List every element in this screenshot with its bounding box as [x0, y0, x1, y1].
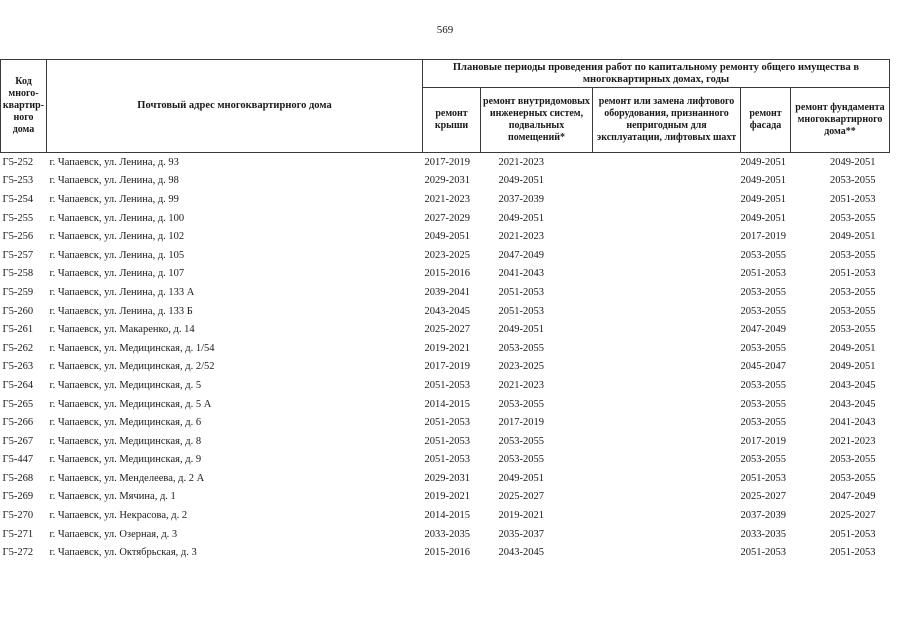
table-row	[1, 358, 890, 377]
code-cell: Г5-259	[2, 286, 34, 298]
address-cell: г. Чапаевск, ул. Ленина, д. 93	[49, 156, 179, 168]
engineering-period-cell: 2051-2053	[498, 305, 544, 317]
facade-period-cell: 2051-2053	[740, 547, 786, 559]
facade-column-header: ремонт фасада	[741, 88, 791, 153]
foundation-period-cell: 2049-2051	[830, 342, 876, 354]
engineering-period-cell: 2049-2051	[498, 472, 544, 484]
foundation-period-cell: 2043-2045	[830, 379, 876, 391]
engineering-period-cell: 2041-2043	[498, 268, 544, 280]
engineering-period-cell: 2019-2021	[498, 510, 544, 522]
facade-period-cell: 2049-2051	[740, 175, 786, 187]
foundation-period-cell: 2047-2049	[830, 491, 876, 503]
roof-period-cell: 2025-2027	[424, 324, 470, 336]
facade-period-cell: 2049-2051	[740, 212, 786, 224]
code-cell: Г5-262	[2, 342, 34, 354]
engineering-column-header: ремонт внутридомовых инженерных систем, подвальных помещений*	[481, 88, 593, 153]
table-row	[1, 172, 890, 191]
table-row	[1, 320, 890, 339]
facade-period-cell: 2053-2055	[740, 342, 786, 354]
foundation-period-cell: 2053-2055	[830, 212, 876, 224]
code-cell: Г5-267	[2, 435, 34, 447]
table-row	[1, 413, 890, 432]
lift-period-cell	[593, 209, 741, 228]
engineering-period-cell: 2021-2023	[498, 379, 544, 391]
lift-period-cell	[593, 376, 741, 395]
engineering-period-cell: 2053-2055	[498, 454, 544, 466]
engineering-period-cell: 2051-2053	[498, 286, 544, 298]
roof-period-cell: 2017-2019	[424, 156, 470, 168]
engineering-period-cell: 2043-2045	[498, 547, 544, 559]
engineering-period-cell: 2023-2025	[498, 361, 544, 373]
address-cell: г. Чапаевск, ул. Ленина, д. 100	[49, 212, 185, 224]
engineering-period-cell: 2053-2055	[498, 398, 544, 410]
foundation-period-cell: 2049-2051	[830, 231, 876, 243]
engineering-period-cell: 2017-2019	[498, 417, 544, 429]
lift-period-cell	[593, 358, 741, 377]
lift-period-cell	[593, 451, 741, 470]
facade-period-cell: 2033-2035	[740, 528, 786, 540]
lift-period-cell	[593, 469, 741, 488]
table-header	[1, 60, 890, 153]
lift-period-cell	[593, 339, 741, 358]
engineering-period-cell: 2021-2023	[498, 156, 544, 168]
facade-period-cell: 2045-2047	[740, 361, 786, 373]
address-cell: г. Чапаевск, ул. Мячина, д. 1	[49, 491, 176, 503]
foundation-period-cell: 2049-2051	[830, 156, 876, 168]
table-row	[1, 190, 890, 209]
foundation-period-cell: 2051-2053	[830, 268, 876, 280]
table-row	[1, 395, 890, 414]
address-cell: г. Чапаевск, ул. Ленина, д. 99	[49, 193, 179, 205]
table-row	[1, 469, 890, 488]
foundation-period-cell: 2025-2027	[830, 510, 876, 522]
table-row	[1, 376, 890, 395]
address-cell: г. Чапаевск, ул. Медицинская, д. 8	[49, 435, 202, 447]
facade-period-cell: 2025-2027	[740, 491, 786, 503]
foundation-period-cell: 2041-2043	[830, 417, 876, 429]
address-cell: г. Чапаевск, ул. Ленина, д. 105	[49, 249, 185, 261]
facade-period-cell: 2037-2039	[740, 510, 786, 522]
engineering-period-cell: 2049-2051	[498, 212, 544, 224]
facade-period-cell: 2047-2049	[740, 324, 786, 336]
code-cell: Г5-271	[2, 528, 34, 540]
roof-period-cell: 2019-2021	[424, 491, 470, 503]
facade-period-cell: 2051-2053	[740, 472, 786, 484]
facade-period-cell: 2017-2019	[740, 231, 786, 243]
facade-period-cell: 2051-2053	[740, 268, 786, 280]
foundation-period-cell: 2049-2051	[830, 361, 876, 373]
engineering-period-cell: 2053-2055	[498, 342, 544, 354]
lift-period-cell	[593, 413, 741, 432]
table-row	[1, 246, 890, 265]
table-row	[1, 265, 890, 284]
table-row	[1, 153, 890, 172]
roof-period-cell: 2051-2053	[424, 435, 470, 447]
lift-period-cell	[593, 227, 741, 246]
roof-period-cell: 2051-2053	[424, 454, 470, 466]
lift-column-header: ремонт или замена лифтового оборудования, признанного непригодным для эксплуатации, лифтовых шахт	[593, 88, 741, 153]
code-cell: Г5-254	[2, 193, 34, 205]
table-row	[1, 451, 890, 470]
repair-schedule-table	[0, 59, 890, 562]
foundation-period-cell: 2051-2053	[830, 528, 876, 540]
code-cell: Г5-253	[2, 175, 34, 187]
roof-period-cell: 2051-2053	[424, 379, 470, 391]
table-row	[1, 209, 890, 228]
roof-period-cell: 2033-2035	[424, 528, 470, 540]
code-cell: Г5-257	[2, 249, 34, 261]
lift-period-cell	[593, 265, 741, 284]
roof-period-cell: 2029-2031	[424, 175, 470, 187]
roof-period-cell: 2019-2021	[424, 342, 470, 354]
roof-period-cell: 2029-2031	[424, 472, 470, 484]
foundation-period-cell: 2053-2055	[830, 305, 876, 317]
address-cell: г. Чапаевск, ул. Ленина, д. 102	[49, 231, 185, 243]
roof-period-cell: 2014-2015	[424, 398, 470, 410]
address-cell: г. Чапаевск, ул. Медицинская, д. 5 А	[49, 398, 212, 410]
code-cell: Г5-258	[2, 268, 34, 280]
lift-period-cell	[593, 246, 741, 265]
foundation-column-header: ремонт фундамента многоквартирного дома**	[791, 88, 890, 153]
code-column-header: Код много-квартир-ного дома	[1, 60, 47, 153]
facade-period-cell: 2053-2055	[740, 305, 786, 317]
foundation-period-cell: 2053-2055	[830, 286, 876, 298]
code-cell: Г5-255	[2, 212, 34, 224]
lift-period-cell	[593, 172, 741, 191]
code-cell: Г5-252	[2, 156, 34, 168]
facade-period-cell: 2053-2055	[740, 286, 786, 298]
engineering-period-cell: 2053-2055	[498, 435, 544, 447]
foundation-period-cell: 2051-2053	[830, 547, 876, 559]
lift-period-cell	[593, 543, 741, 562]
roof-period-cell: 2051-2053	[424, 417, 470, 429]
address-cell: г. Чапаевск, ул. Медицинская, д. 5	[49, 379, 202, 391]
address-cell: г. Чапаевск, ул. Октябрьская, д. 3	[49, 547, 197, 559]
roof-period-cell: 2039-2041	[424, 286, 470, 298]
table-row	[1, 488, 890, 507]
lift-period-cell	[593, 283, 741, 302]
table-row	[1, 432, 890, 451]
table-row	[1, 543, 890, 562]
roof-period-cell: 2021-2023	[424, 193, 470, 205]
lift-period-cell	[593, 525, 741, 544]
page-number: 569	[436, 24, 454, 36]
lift-period-cell	[593, 506, 741, 525]
foundation-period-cell: 2021-2023	[830, 435, 876, 447]
address-cell: г. Чапаевск, ул. Озерная, д. 3	[49, 528, 178, 540]
lift-period-cell	[593, 302, 741, 321]
table-row	[1, 283, 890, 302]
address-cell: г. Чапаевск, ул. Менделеева, д. 2 А	[49, 472, 205, 484]
table-row	[1, 506, 890, 525]
code-cell: Г5-265	[2, 398, 34, 410]
code-cell: Г5-266	[2, 417, 34, 429]
code-cell: Г5-272	[2, 547, 34, 559]
lift-period-cell	[593, 153, 741, 172]
foundation-period-cell: 2053-2055	[830, 249, 876, 261]
code-cell: Г5-264	[2, 379, 34, 391]
code-cell: Г5-260	[2, 305, 34, 317]
engineering-period-cell: 2049-2051	[498, 324, 544, 336]
foundation-period-cell: 2053-2055	[830, 175, 876, 187]
roof-period-cell: 2015-2016	[424, 547, 470, 559]
address-cell: г. Чапаевск, ул. Медицинская, д. 9	[49, 454, 202, 466]
engineering-period-cell: 2049-2051	[498, 175, 544, 187]
address-cell: г. Чапаевск, ул. Ленина, д. 98	[49, 175, 179, 187]
facade-period-cell: 2053-2055	[740, 249, 786, 261]
facade-period-cell: 2017-2019	[740, 435, 786, 447]
code-cell: Г5-268	[2, 472, 34, 484]
address-cell: г. Чапаевск, ул. Медицинская, д. 6	[49, 417, 202, 429]
roof-period-cell: 2027-2029	[424, 212, 470, 224]
roof-period-cell: 2014-2015	[424, 510, 470, 522]
table-row	[1, 525, 890, 544]
facade-period-cell: 2049-2051	[740, 156, 786, 168]
roof-period-cell: 2015-2016	[424, 268, 470, 280]
foundation-period-cell: 2053-2055	[830, 324, 876, 336]
table-body	[1, 153, 890, 563]
code-cell: Г5-270	[2, 510, 34, 522]
address-cell: г. Чапаевск, ул. Ленина, д. 133 А	[49, 286, 195, 298]
lift-period-cell	[593, 190, 741, 209]
lift-period-cell	[593, 432, 741, 451]
address-cell: г. Чапаевск, ул. Макаренко, д. 14	[49, 324, 195, 336]
facade-period-cell: 2053-2055	[740, 398, 786, 410]
roof-period-cell: 2023-2025	[424, 249, 470, 261]
roof-period-cell: 2017-2019	[424, 361, 470, 373]
address-column-header: Почтовый адрес многоквартирного дома	[47, 60, 423, 153]
lift-period-cell	[593, 488, 741, 507]
address-cell: г. Чапаевск, ул. Медицинская, д. 2/52	[49, 361, 215, 373]
facade-period-cell: 2053-2055	[740, 454, 786, 466]
foundation-period-cell: 2051-2053	[830, 193, 876, 205]
foundation-period-cell: 2053-2055	[830, 472, 876, 484]
code-cell: Г5-263	[2, 361, 34, 373]
roof-column-header: ремонт крыши	[423, 88, 481, 153]
engineering-period-cell: 2025-2027	[498, 491, 544, 503]
roof-period-cell: 2049-2051	[424, 231, 470, 243]
code-cell: Г5-261	[2, 324, 34, 336]
lift-period-cell	[593, 395, 741, 414]
address-cell: г. Чапаевск, ул. Медицинская, д. 1/54	[49, 342, 215, 354]
table-row	[1, 302, 890, 321]
lift-period-cell	[593, 320, 741, 339]
engineering-period-cell: 2047-2049	[498, 249, 544, 261]
engineering-period-cell: 2021-2023	[498, 231, 544, 243]
roof-period-cell: 2043-2045	[424, 305, 470, 317]
facade-period-cell: 2053-2055	[740, 417, 786, 429]
address-cell: г. Чапаевск, ул. Ленина, д. 133 Б	[49, 305, 193, 317]
address-cell: г. Чапаевск, ул. Ленина, д. 107	[49, 268, 185, 280]
foundation-period-cell: 2043-2045	[830, 398, 876, 410]
table-row	[1, 227, 890, 246]
code-cell: Г5-256	[2, 231, 34, 243]
facade-period-cell: 2049-2051	[740, 193, 786, 205]
facade-period-cell: 2053-2055	[740, 379, 786, 391]
engineering-period-cell: 2037-2039	[498, 193, 544, 205]
code-cell: Г5-447	[2, 454, 34, 466]
table-row	[1, 339, 890, 358]
engineering-period-cell: 2035-2037	[498, 528, 544, 540]
periods-group-header: Плановые периоды проведения работ по капитальному ремонту общего имущества в многоквартирных домах, годы	[423, 60, 890, 88]
address-cell: г. Чапаевск, ул. Некрасова, д. 2	[49, 510, 188, 522]
foundation-period-cell: 2053-2055	[830, 454, 876, 466]
code-cell: Г5-269	[2, 491, 34, 503]
